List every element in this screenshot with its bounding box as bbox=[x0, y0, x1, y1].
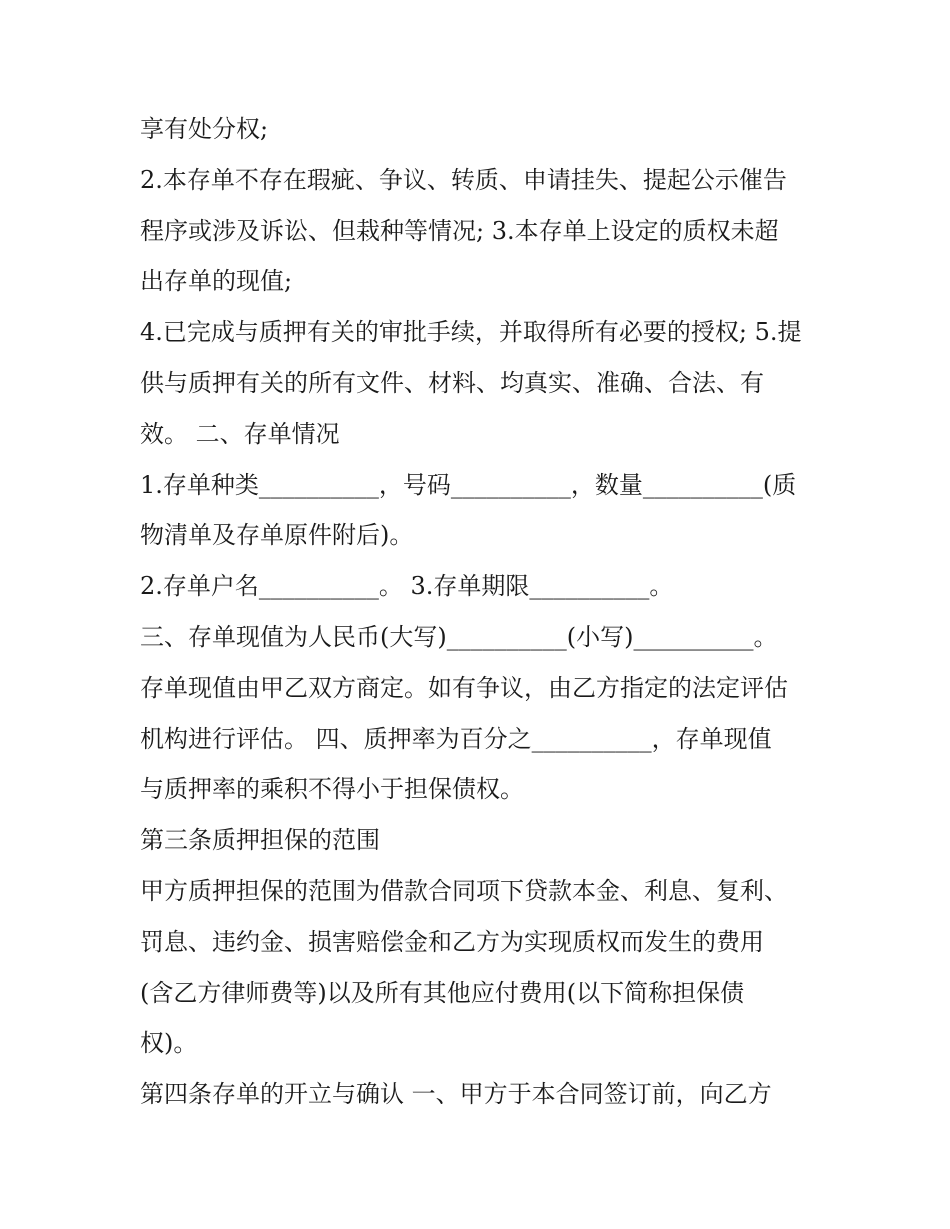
text-line: 物清单及存单原件附后)。 bbox=[140, 521, 414, 550]
text-line: 权)。 bbox=[140, 1029, 198, 1058]
text-line: 三、存单现值为人民币(大写)__________(小写)__________。 bbox=[140, 622, 778, 651]
text-line: 存单现值由甲乙双方商定。如有争议，由乙方指定的法定评估 bbox=[140, 673, 788, 702]
text-line: 程序或涉及诉讼、但栽种等情况; 3.本存单上设定的质权未超 bbox=[140, 216, 779, 245]
text-line: 享有处分权; bbox=[140, 115, 269, 143]
text-line: 供与质押有关的所有文件、材料、均真实、准确、合法、有 bbox=[140, 368, 764, 397]
section-heading: 第三条质押担保的范围 bbox=[140, 826, 380, 855]
text-line: 1.存单种类__________，号码__________，数量__________(质 bbox=[140, 470, 797, 499]
text-line: 2.本存单不存在瑕疵、争议、转质、申请挂失、提起公示催告 bbox=[140, 165, 787, 194]
text-line: 罚息、违约金、损害赔偿金和乙方为实现质权而发生的费用 bbox=[140, 927, 764, 956]
text-line: 甲方质押担保的范围为借款合同项下贷款本金、利息、复利、 bbox=[140, 876, 788, 905]
text-line: 效。 二、存单情况 bbox=[140, 419, 340, 448]
text-line: 机构进行评估。 四、质押率为百分之__________，存单现值 bbox=[140, 724, 772, 753]
section-heading: 第四条存单的开立与确认 一、甲方于本合同签订前，向乙方 bbox=[140, 1080, 772, 1109]
text-line: 与质押率的乘积不得小于担保债权。 bbox=[140, 775, 524, 804]
document-body bbox=[140, 104, 820, 1120]
text-line: 出存单的现值; bbox=[140, 267, 293, 296]
text-line: 2.存单户名__________。 3.存单期限__________。 bbox=[140, 572, 674, 601]
text-line: 4.已完成与质押有关的审批手续，并取得所有必要的授权; 5.提 bbox=[140, 318, 802, 347]
text-line: (含乙方律师费等)以及所有其他应付费用(以下简称担保债 bbox=[140, 978, 745, 1007]
